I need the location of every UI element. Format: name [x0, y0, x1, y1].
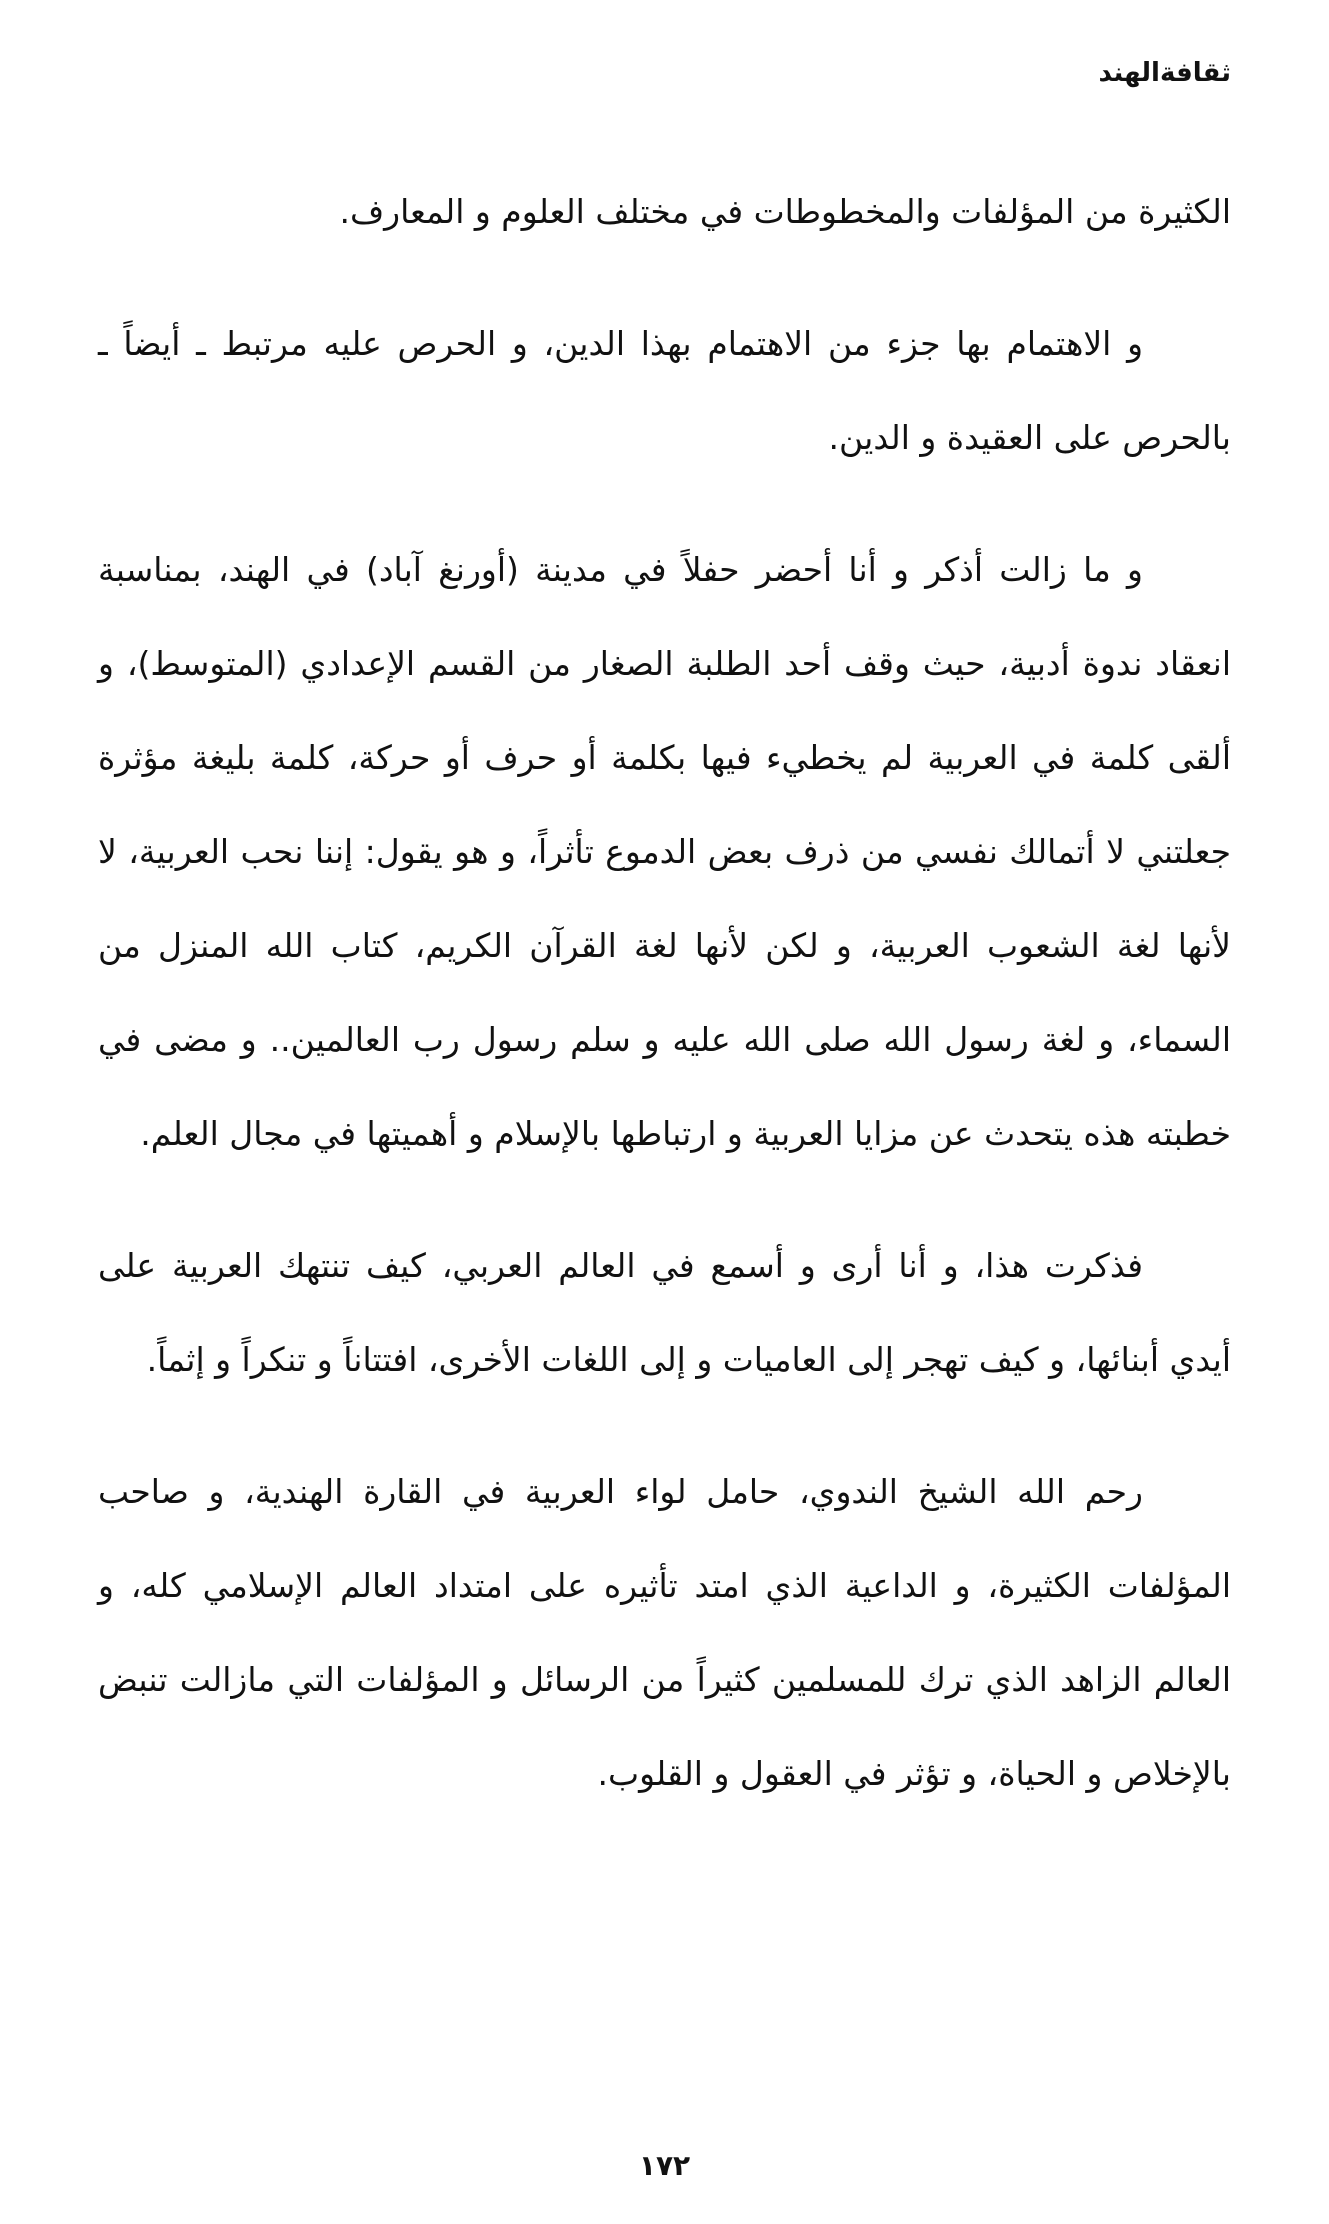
paragraph-5: رحم الله الشيخ الندوي، حامل لواء العربية في القارة الهندية، و صاحب المؤلفات الكثيرة، و الداعية الذي امتد تأثيره على امتداد العالم الإسلامي كله، و العالم الزاهد الذي ترك للمسلمين كثيراً من الرسائل و المؤلفات التي مازالت تنبض بالإخلاص و الحياة، و تؤثر في العقول و القلوب. [98, 1472, 1231, 1793]
body-text [98, 165, 1231, 1859]
paragraph-2: و الاهتمام بها جزء من الاهتمام بهذا الدين، و الحرص عليه مرتبط ـ أيضاً ـ بالحرص على العقيدة و الدين. [98, 324, 1231, 457]
paragraph-3: و ما زالت أذكر و أنا أحضر حفلاً في مدينة (أورنغ آباد) في الهند، بمناسبة انعقاد ندوة أدبية، حيث وقف أحد الطلبة الصغار من القسم الإعدادي (المتوسط)، و ألقى كلمة في العربية لم يخطيء فيها بكلمة أو حرف أو حركة، كلمة بليغة مؤثرة جعلتني لا أتمالك نفسي من ذرف بعض الدموع تأثراً، و هو يقول: إننا نحب العربية، لا لأنها لغة الشعوب العربية، و لكن لأنها لغة القرآن الكريم، كتاب الله المنزل من السماء، و لغة رسول الله صلى الله عليه و سلم رسول رب العالمين.. و مضى في خطبته هذه يتحدث عن مزايا العربية و ارتباطها بالإسلام و أهميتها في مجال العلم. [98, 550, 1231, 1153]
running-header-title: ثقافةالهند [1098, 58, 1231, 88]
paragraph-1: الكثيرة من المؤلفات والمخطوطات في مختلف العلوم و المعارف. [339, 192, 1231, 231]
paragraph-4: فذكرت هذا، و أنا أرى و أسمع في العالم العربي، كيف تنتهك العربية على أيدي أبنائها، و كيف تهجر إلى العاميات و إلى اللغات الأخرى، افتتاناً و تنكراً و إثماً. [98, 1246, 1231, 1379]
page-number: ١٧٢ [638, 2149, 691, 2182]
